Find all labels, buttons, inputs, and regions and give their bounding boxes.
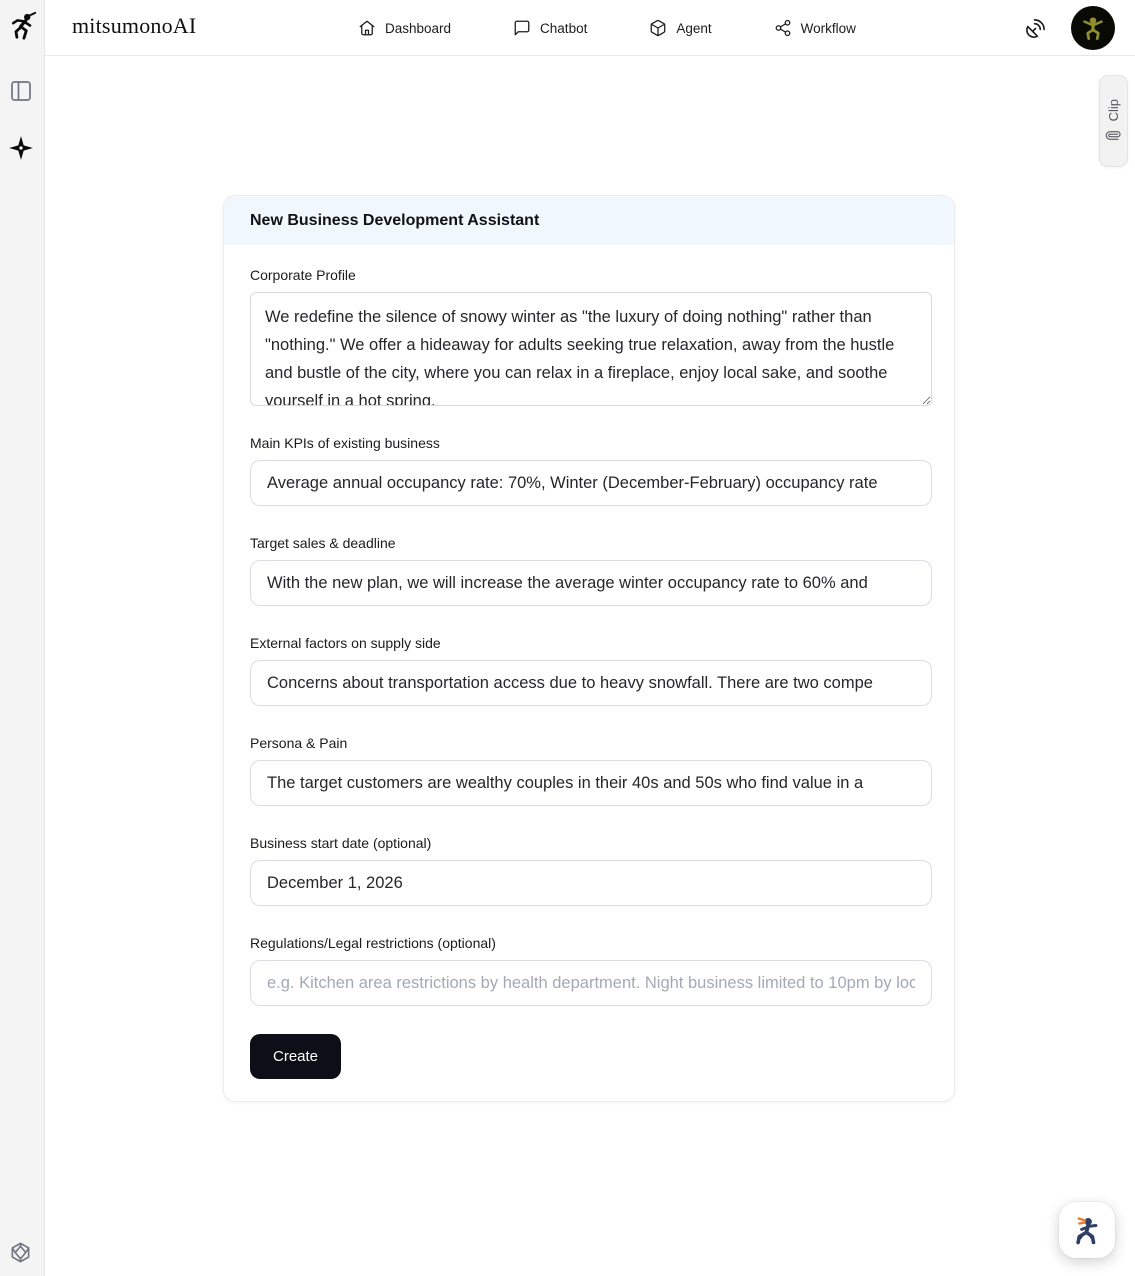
main-nav [358,0,856,56]
field-target-sales [250,535,928,606]
persona-pain-input[interactable] [250,760,932,806]
chat-bubble-icon [513,19,531,37]
card-header [224,196,954,245]
sidebar-toggle-panel-icon[interactable] [9,79,33,103]
external-factors-input[interactable] [250,660,932,706]
field-label: Corporate Profile [250,267,356,283]
field-persona-pain [250,735,928,806]
navbar-right [1024,0,1115,56]
assistant-form-card [223,195,955,1102]
clip-tab-label: Clip [1106,98,1121,122]
corporate-profile-textarea[interactable] [250,292,932,406]
nav-item-dashboard[interactable] [358,19,451,37]
field-label: Target sales & deadline [250,535,396,551]
brand-ninja-logo-icon [8,11,38,45]
field-regulations [250,935,928,1006]
nav-item-workflow[interactable] [774,19,856,37]
paperclip-icon [1103,125,1124,146]
chat-widget-button[interactable] [1059,1202,1115,1258]
business-start-date-input[interactable] [250,860,932,906]
nav-label-dashboard: Dashboard [385,20,452,36]
field-label: Persona & Pain [250,735,348,751]
left-sidebar [0,0,45,1276]
top-navbar [45,0,1135,56]
field-corporate-profile [250,267,928,406]
card-title: New Business Development Assistant [250,212,540,229]
create-button[interactable]: Create [250,1034,341,1079]
target-sales-input[interactable] [250,560,932,606]
field-label: Business start date (optional) [250,835,432,851]
nav-item-agent[interactable] [649,19,711,37]
field-label: Main KPIs of existing business [250,435,440,451]
nav-label-chatbot: Chatbot [540,20,588,36]
cube-3d-icon[interactable] [9,1241,32,1264]
nav-label-agent: Agent [676,20,712,36]
field-main-kpis [250,435,928,506]
nav-item-chatbot[interactable] [513,19,587,37]
sparkle-icon[interactable] [7,134,35,162]
card-body [224,245,954,1101]
satellite-dish-icon[interactable] [1024,17,1047,40]
field-label: Regulations/Legal restrictions (optional) [250,935,496,951]
user-avatar[interactable] [1071,6,1115,50]
box-icon [649,19,667,37]
clip-side-tab[interactable] [1099,75,1128,167]
nav-label-workflow: Workflow [800,20,856,36]
brand-name: mitsumonoAI [72,13,197,38]
regulations-input[interactable] [250,960,932,1006]
share-nodes-icon [774,19,792,37]
home-icon [358,19,376,37]
main-kpis-input[interactable] [250,460,932,506]
ninja-mascot-icon [1068,1211,1106,1249]
field-label: External factors on supply side [250,635,441,651]
field-external-factors [250,635,928,706]
field-business-start-date [250,835,928,906]
